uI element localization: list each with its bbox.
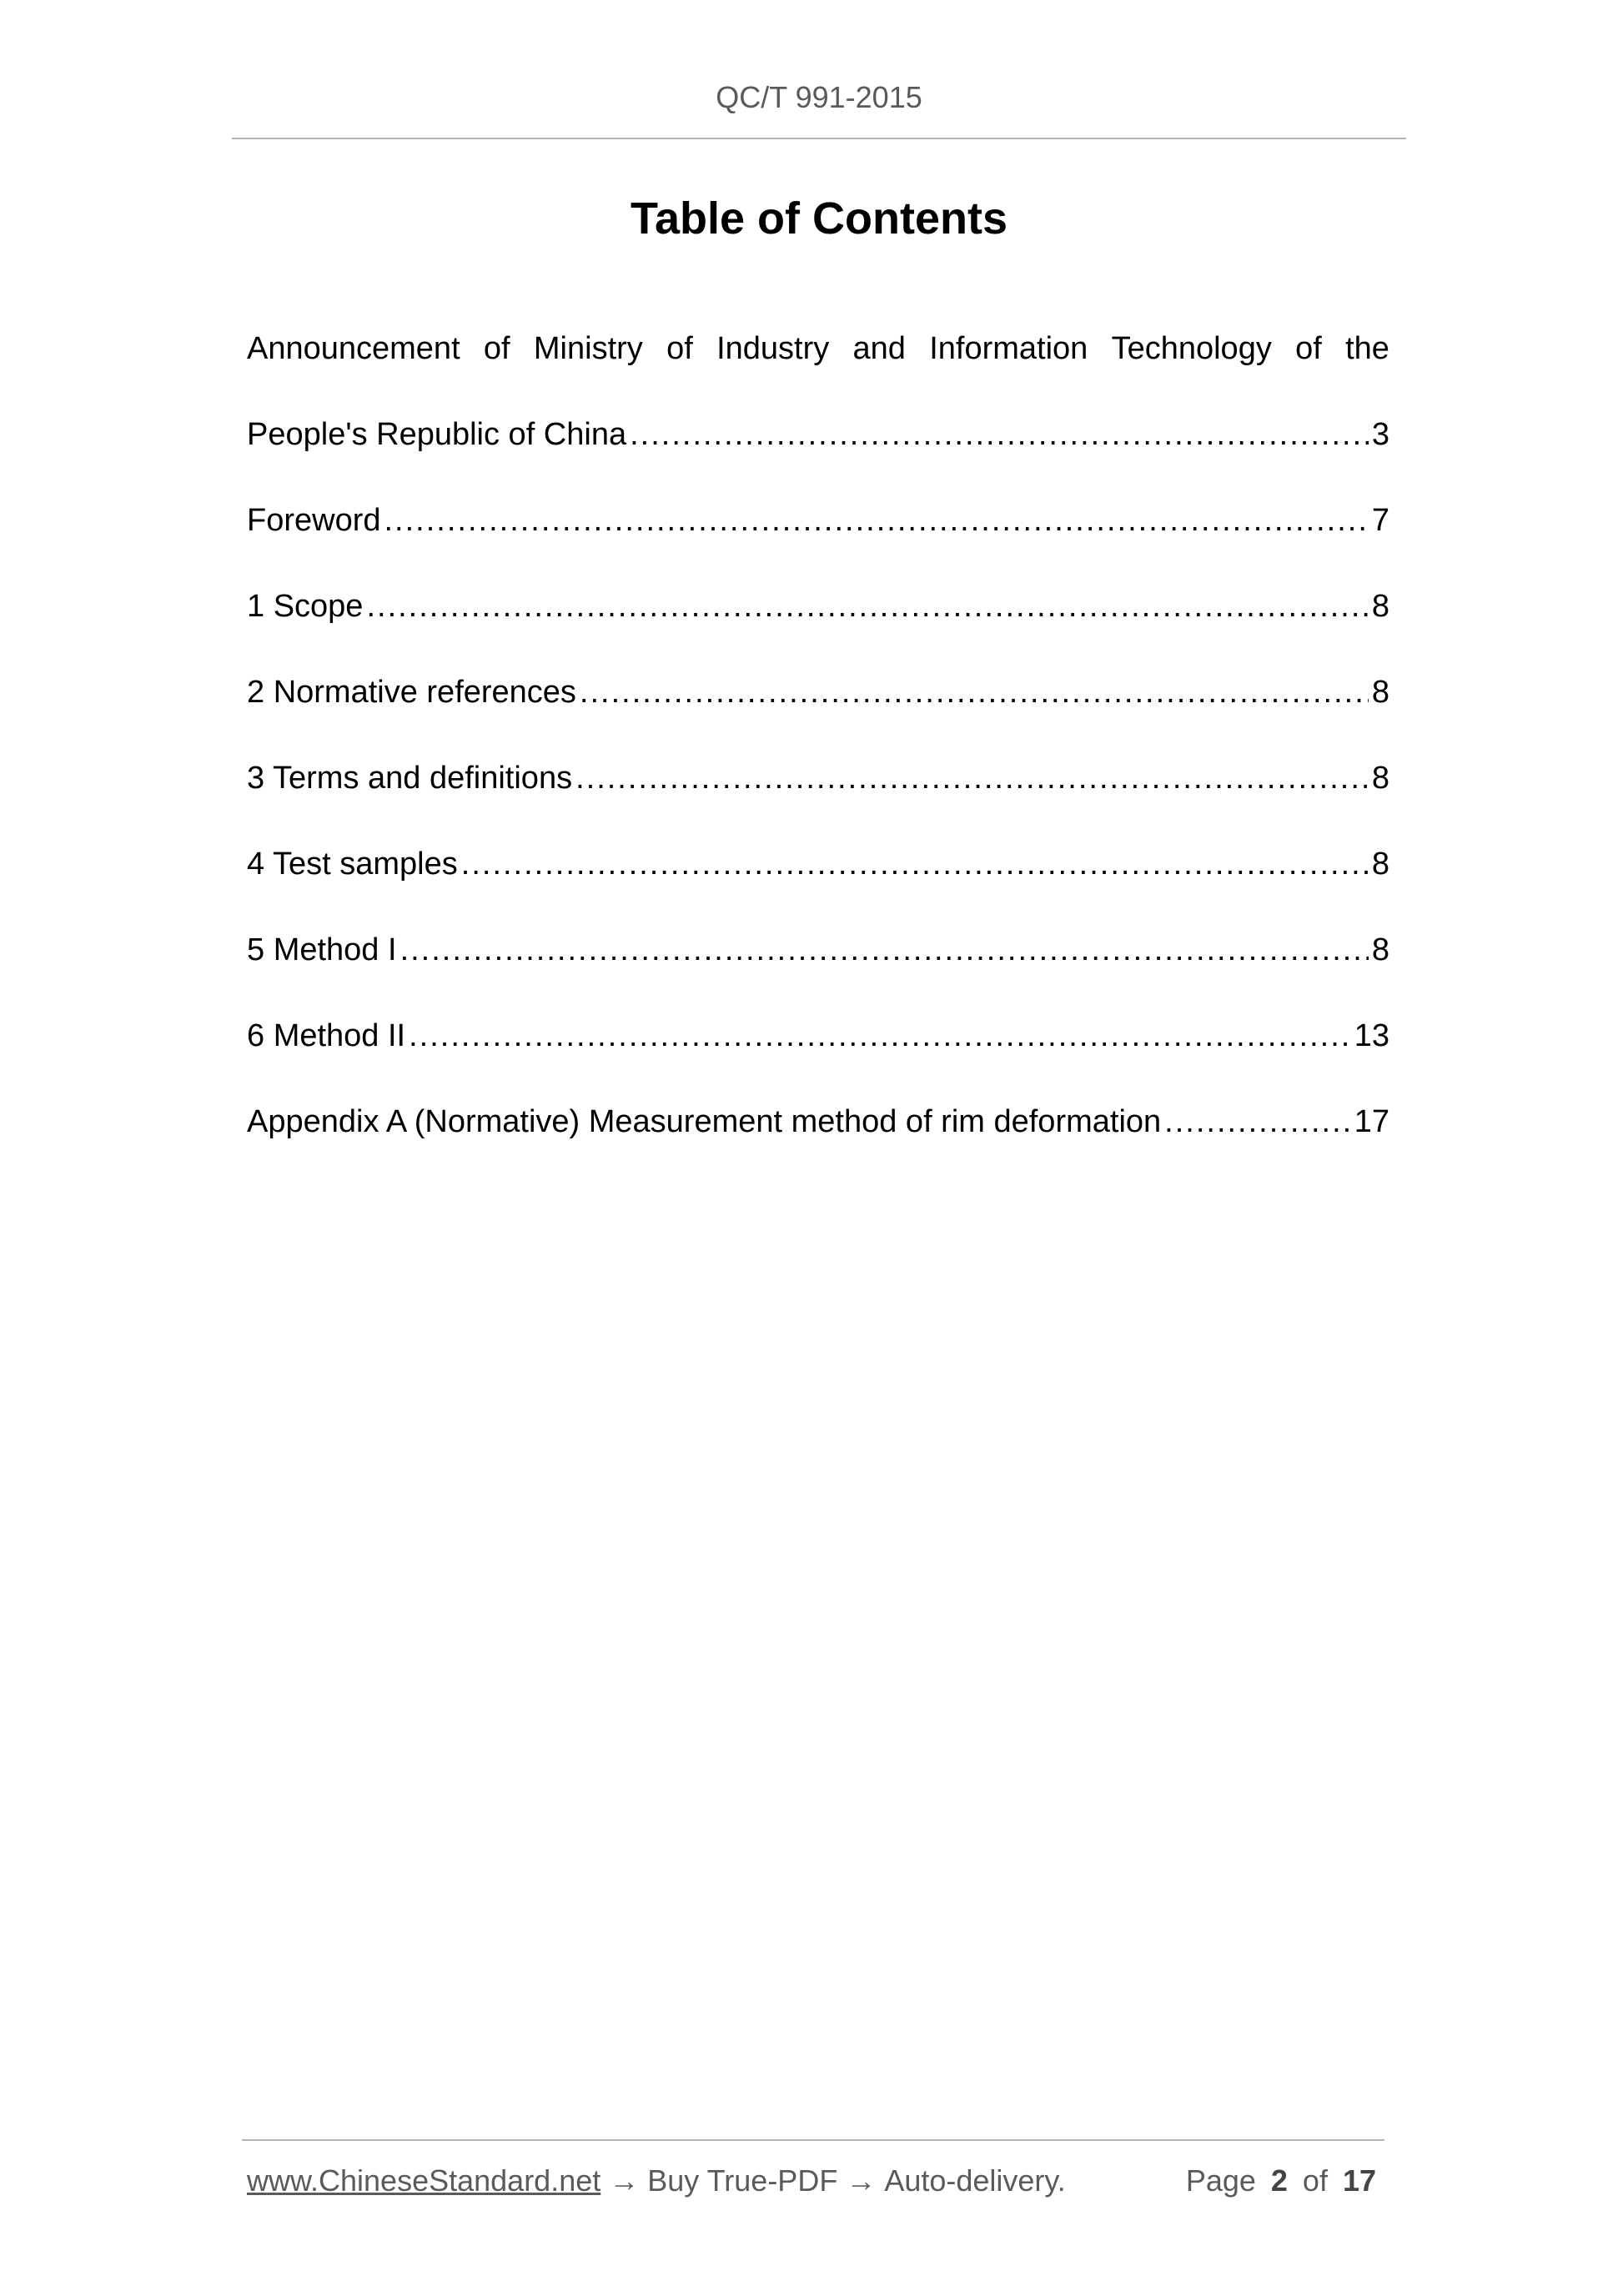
toc-dot-leader — [461, 835, 1369, 893]
page-footer — [247, 2156, 1381, 2206]
toc-dot-leader — [630, 405, 1369, 464]
toc-entry-terms-and-definitions[interactable] — [247, 749, 1389, 807]
toc-entry-method-ii[interactable] — [247, 1007, 1389, 1065]
header-divider — [232, 138, 1406, 139]
toc-entry-label: 6 Method II — [247, 1018, 406, 1053]
toc-word: of — [666, 331, 693, 366]
toc-dot-leader — [366, 577, 1368, 636]
toc-entry-normative-references[interactable] — [247, 663, 1389, 721]
toc-entry-label: 3 Terms and definitions — [247, 761, 573, 796]
toc-entry-appendix-a[interactable] — [247, 1093, 1389, 1151]
toc-entry-label: 4 Test samples — [247, 847, 458, 882]
toc-entry-label: Foreword — [247, 503, 381, 538]
toc-entry-method-i[interactable] — [247, 921, 1389, 979]
of-word: of — [1302, 2163, 1328, 2198]
toc-entry-label: 5 Method I — [247, 932, 397, 967]
toc-word: Technology — [1111, 331, 1272, 366]
toc-word: of — [1295, 331, 1322, 366]
toc-entry-foreword[interactable] — [247, 491, 1389, 550]
toc-entry-page: 13 — [1354, 1018, 1389, 1053]
toc-entry-page: 8 — [1371, 932, 1389, 967]
current-page-number: 2 — [1270, 2163, 1288, 2198]
toc-entry-scope[interactable] — [247, 577, 1389, 636]
toc-dot-leader — [384, 491, 1369, 550]
auto-delivery-text: Auto-delivery. — [884, 2163, 1066, 2198]
toc-dot-leader — [1164, 1093, 1351, 1151]
footer-divider — [242, 2139, 1384, 2141]
toc-word: of — [483, 331, 510, 366]
toc-entry-page: 7 — [1371, 503, 1389, 538]
page-word: Page — [1185, 2163, 1256, 2198]
page-indicator — [1186, 2156, 1376, 2206]
total-page-count: 17 — [1342, 2163, 1376, 2198]
toc-entry-label: People's Republic of China — [247, 417, 627, 452]
toc-entry-page: 8 — [1371, 589, 1389, 624]
toc-word: Announcement — [247, 331, 460, 366]
toc-dot-leader — [580, 663, 1369, 721]
toc-word: Ministry — [533, 331, 643, 366]
document-code-header: QC/T 991-2015 — [716, 80, 922, 114]
toc-dot-leader — [400, 921, 1369, 979]
toc-entry-announcement[interactable] — [247, 405, 1389, 464]
toc-entry-announcement-line1[interactable] — [247, 319, 1389, 378]
toc-entry-page: 8 — [1371, 675, 1389, 710]
toc-word: Information — [929, 331, 1088, 366]
toc-entry-page: 17 — [1354, 1104, 1389, 1139]
toc-word: the — [1345, 331, 1389, 366]
toc-entry-page: 8 — [1371, 847, 1389, 882]
toc-word: and — [852, 331, 906, 366]
toc-entry-label: 2 Normative references — [247, 675, 576, 710]
website-link[interactable]: www.ChineseStandard.net — [247, 2163, 601, 2198]
arrow-right-icon: → — [846, 2163, 877, 2198]
toc-entry-test-samples[interactable] — [247, 835, 1389, 893]
toc-entry-page: 3 — [1371, 417, 1389, 452]
arrow-right-icon: → — [609, 2163, 640, 2198]
buy-true-pdf-text: Buy True-PDF — [647, 2163, 838, 2198]
toc-title: Table of Contents — [631, 193, 1007, 244]
toc-dot-leader — [409, 1007, 1351, 1065]
toc-entry-page: 8 — [1371, 761, 1389, 796]
toc-entry-label: 1 Scope — [247, 589, 364, 624]
toc-entry-label: Appendix A (Normative) Measurement method of rim deformation — [247, 1104, 1162, 1139]
toc-word: Industry — [716, 331, 830, 366]
toc-dot-leader — [575, 749, 1369, 807]
